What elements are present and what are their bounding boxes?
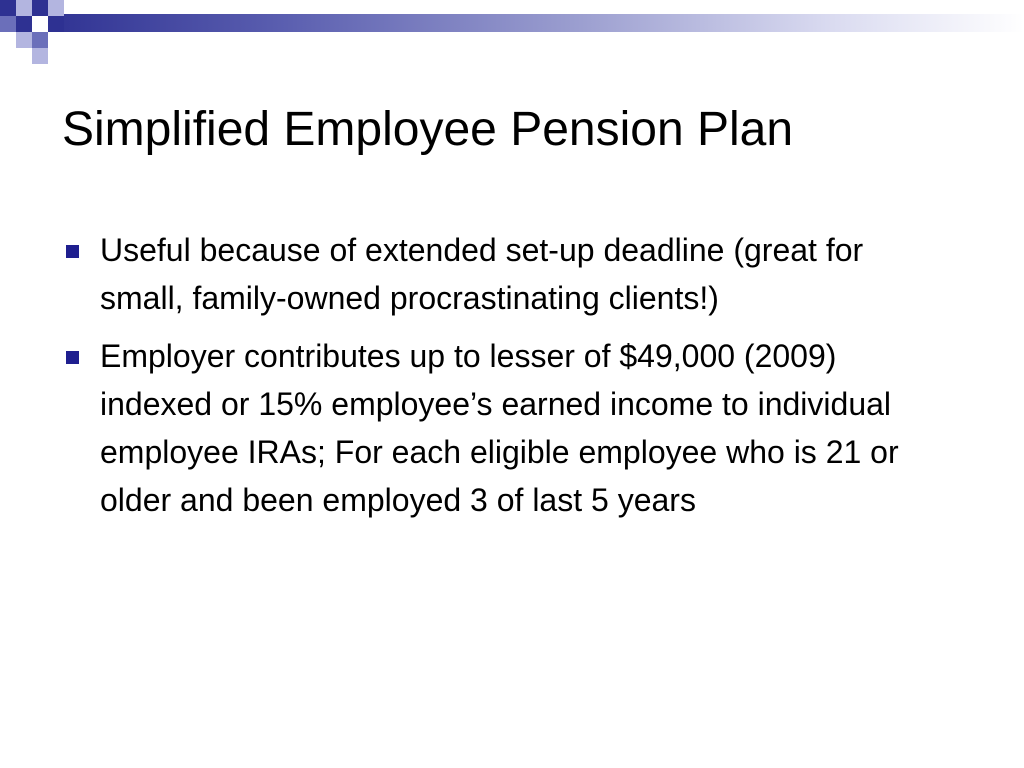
bullet-item bbox=[62, 226, 942, 322]
bullet-text: Employer contributes up to lesser of $49,000 (2009) indexed or 15% employee’s earned income to individual employee IRAs; For each eligible employee who is 21 or older and been employed 3 of last 5 years bbox=[100, 338, 899, 518]
decor-square-icon bbox=[0, 0, 16, 16]
decor-square-icon bbox=[32, 0, 48, 16]
slide-title: Simplified Employee Pension Plan bbox=[62, 103, 794, 156]
header-gradient-band bbox=[40, 14, 1024, 32]
decor-square-icon bbox=[32, 48, 48, 64]
bullet-item bbox=[62, 332, 942, 524]
square-bullet-icon bbox=[66, 351, 79, 364]
bullet-list bbox=[62, 226, 942, 534]
decor-square-icon bbox=[32, 16, 48, 32]
decor-square-icon bbox=[16, 32, 32, 48]
decor-square-icon bbox=[48, 0, 64, 16]
decor-square-icon bbox=[48, 16, 64, 32]
decor-square-icon bbox=[16, 0, 32, 16]
square-bullet-icon bbox=[66, 245, 79, 258]
decor-square-icon bbox=[32, 32, 48, 48]
decor-square-icon bbox=[0, 16, 16, 32]
bullet-text: Useful because of extended set-up deadline (great for small, family-owned procrastinating clients!) bbox=[100, 232, 864, 316]
decor-square-icon bbox=[16, 16, 32, 32]
